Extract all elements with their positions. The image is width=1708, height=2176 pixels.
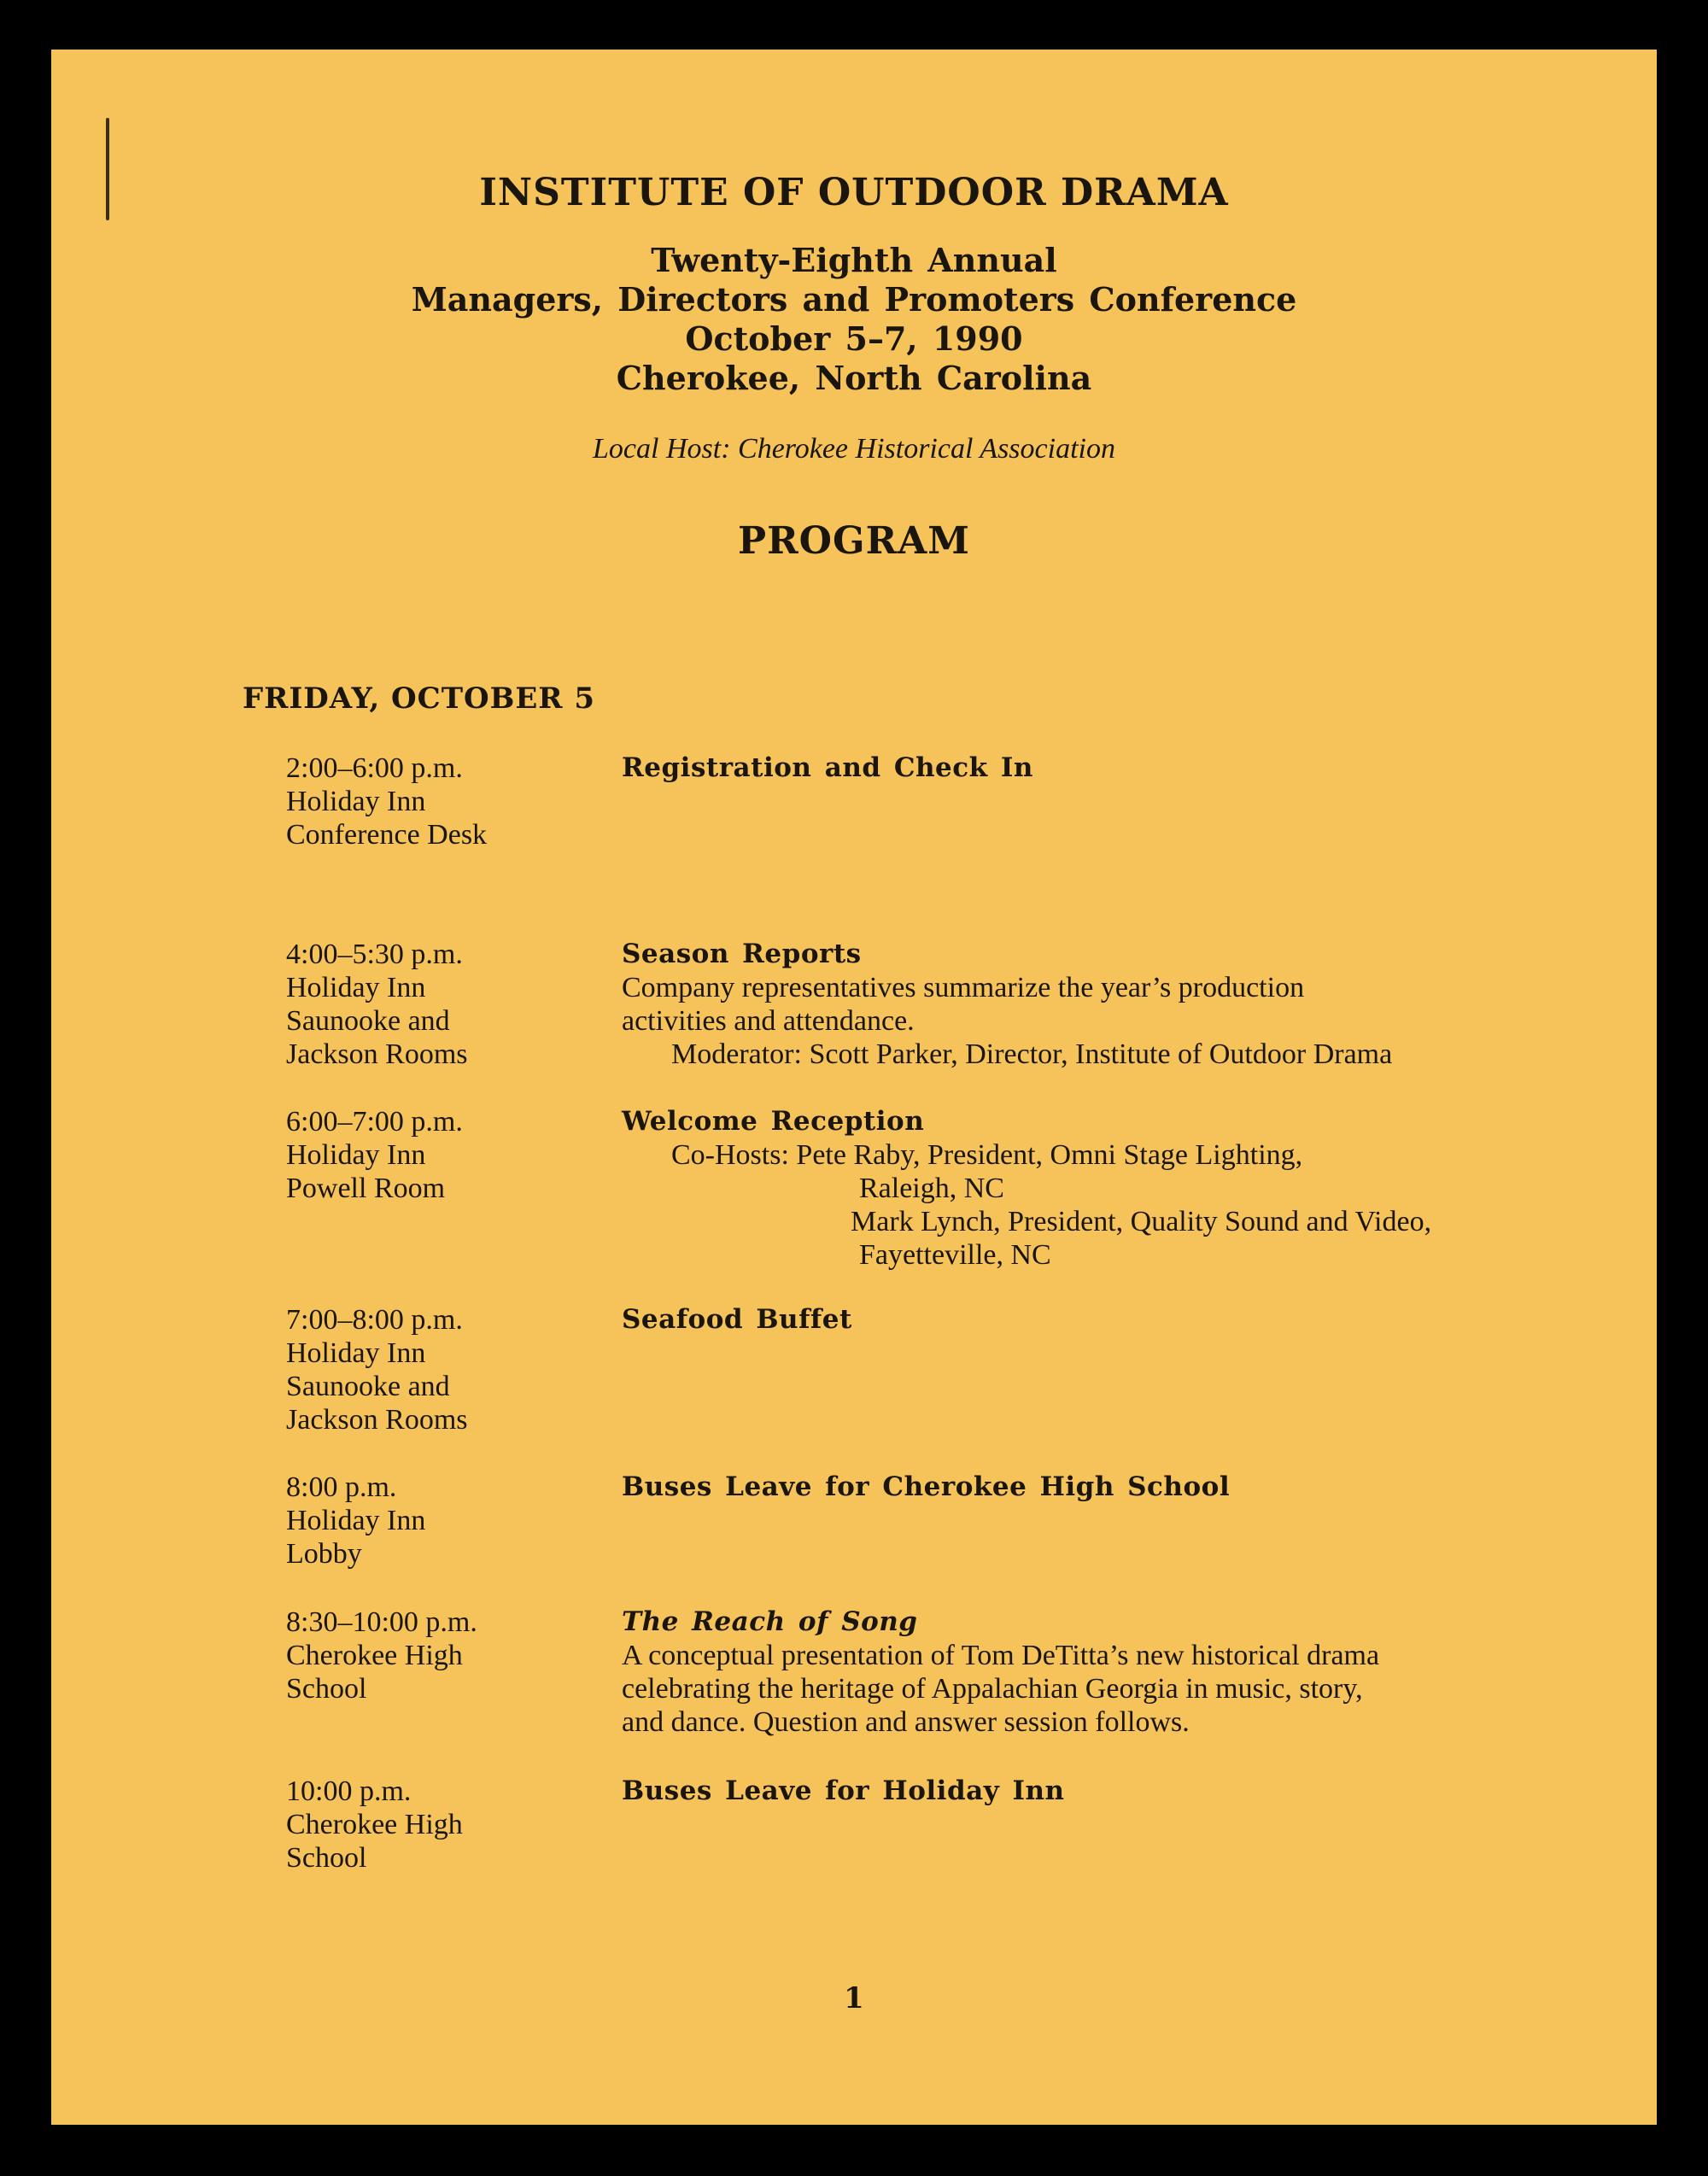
event-location-line: Saunooke and: [286, 1371, 450, 1402]
event-time: 10:00 p.m.: [286, 1775, 412, 1807]
event-detail-line: Raleigh, NC: [859, 1173, 1004, 1204]
event-time-location: [286, 752, 645, 851]
event-time: 7:00–8:00 p.m.: [286, 1304, 463, 1336]
event-location-line: Holiday Inn: [286, 972, 426, 1003]
event-time-location: [286, 1606, 645, 1705]
document-page: [51, 50, 1657, 2125]
event-location-line: Holiday Inn: [286, 1337, 426, 1369]
event-time-location: [286, 938, 645, 1071]
event-location-line: Holiday Inn: [286, 1139, 426, 1171]
event-location-line: Jackson Rooms: [286, 1404, 468, 1436]
program-heading: PROGRAM: [738, 519, 970, 563]
event-location-line: Jackson Rooms: [286, 1038, 468, 1070]
event-location-line: Holiday Inn: [286, 1505, 426, 1536]
subtitle-line: Managers, Directors and Promoters Conference: [411, 280, 1297, 319]
event-time-location: [286, 1471, 645, 1571]
local-host: Local Host: Cherokee Historical Association: [593, 433, 1115, 465]
event-detail-line: and dance. Question and answer session follows.: [622, 1706, 1190, 1738]
event-description: [622, 938, 1612, 1071]
schedule: [51, 50, 1657, 2125]
page-number: 1: [844, 1981, 864, 2015]
event-time: 8:30–10:00 p.m.: [286, 1606, 477, 1638]
event-location-line: Lobby: [286, 1538, 362, 1570]
event-title: Buses Leave for Cherokee High School: [622, 1471, 1231, 1502]
event-location-line: Conference Desk: [286, 819, 488, 851]
event-location-line: School: [286, 1842, 367, 1874]
event-description: [622, 1105, 1612, 1272]
event-detail-line: Moderator: Scott Parker, Director, Institute of Outdoor Drama: [671, 1038, 1393, 1070]
event-description: [622, 1606, 1612, 1739]
event-location-line: Cherokee High: [286, 1809, 463, 1840]
event-detail-line: Mark Lynch, President, Quality Sound and Video,: [851, 1206, 1432, 1237]
day-heading: FRIDAY, OCTOBER 5: [243, 681, 596, 716]
document-title: INSTITUTE OF OUTDOOR DRAMA: [479, 171, 1229, 214]
event-time-location: [286, 1105, 645, 1205]
event-time-location: [286, 1775, 645, 1875]
event-detail-line: Co-Hosts: Pete Raby, President, Omni Stage Lighting,: [671, 1139, 1303, 1171]
event-title: Seafood Buffet: [622, 1304, 852, 1335]
subtitle-line: Twenty-Eighth Annual: [651, 241, 1057, 279]
event-title: Buses Leave for Holiday Inn: [622, 1775, 1065, 1806]
event-time: 6:00–7:00 p.m.: [286, 1106, 463, 1138]
event-location-line: Holiday Inn: [286, 786, 426, 817]
event-detail-line: Company representatives summarize the year’s production: [622, 972, 1305, 1003]
event-detail-line: A conceptual presentation of Tom DeTitta’s new historical drama: [622, 1640, 1380, 1671]
event-location-line: Cherokee High: [286, 1640, 463, 1671]
event-description: [622, 1471, 1612, 1504]
event-time-location: [286, 1303, 645, 1436]
event-time: 4:00–5:30 p.m.: [286, 939, 463, 970]
event-description: [622, 1775, 1612, 1808]
event-description: [622, 752, 1612, 785]
event-description: [622, 1303, 1612, 1337]
event-location-line: School: [286, 1673, 367, 1705]
event-title: Season Reports: [622, 939, 862, 969]
subtitle-line: Cherokee, North Carolina: [616, 359, 1092, 397]
event-detail-line: Fayetteville, NC: [859, 1239, 1051, 1271]
subtitle-line: October 5–7, 1990: [685, 319, 1023, 358]
event-location-line: Powell Room: [286, 1173, 446, 1204]
event-title: Welcome Reception: [622, 1106, 925, 1137]
event-title: The Reach of Song: [622, 1606, 918, 1637]
event-detail-line: activities and attendance.: [622, 1005, 915, 1037]
event-time: 2:00–6:00 p.m.: [286, 752, 463, 784]
event-location-line: Saunooke and: [286, 1005, 450, 1037]
event-time: 8:00 p.m.: [286, 1471, 397, 1503]
event-detail-line: celebrating the heritage of Appalachian Georgia in music, story,: [622, 1673, 1363, 1705]
event-title: Registration and Check In: [622, 752, 1033, 783]
